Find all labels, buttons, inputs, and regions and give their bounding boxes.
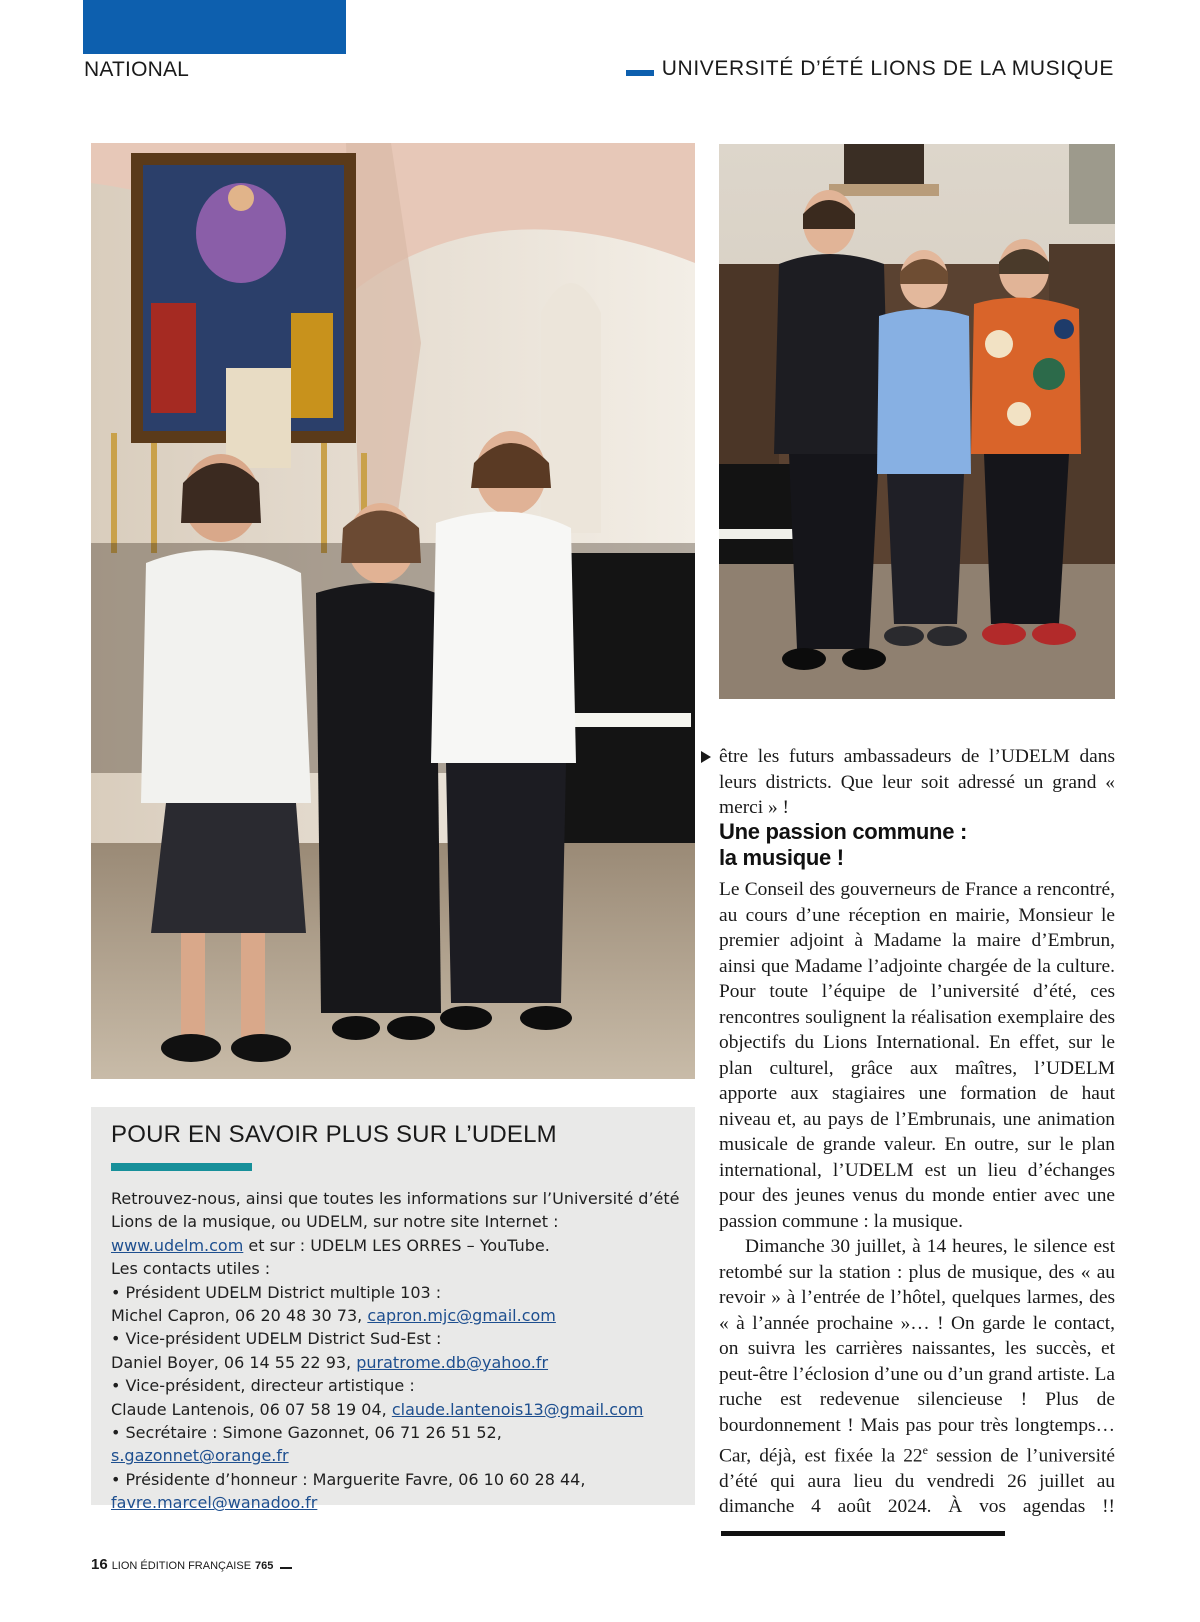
article-continuation (719, 744, 1115, 821)
contacts-label: Les contacts utiles : (111, 1259, 271, 1279)
email-link[interactable]: favre.marcel@wanadoo.fr (111, 1493, 318, 1513)
contact-vice-president-sud-est (111, 1327, 681, 1374)
page-number: 16 (91, 1556, 108, 1573)
contact-artistic-director (111, 1374, 681, 1421)
contact-name: • Secrétaire : Simone Gazonnet, 06 71 26 51 52, (111, 1423, 502, 1443)
info-box-rule (111, 1163, 252, 1171)
contact-name: • Présidente d’honneur : Marguerite Favre, 06 10 60 28 44, (111, 1469, 586, 1489)
email-link[interactable]: capron.mjc@gmail.com (367, 1306, 556, 1326)
info-box-intro (111, 1187, 681, 1257)
contact-role: • Vice-président UDELM District Sud-Est : (111, 1329, 442, 1349)
subheading-line: la musique ! (719, 845, 844, 870)
intro-text: Retrouvez-nous, ainsi que toutes les informations sur l’Université d’été Lions de la musique, ou UDELM, sur notre site Internet : (111, 1189, 680, 1232)
continuation-text: être les futurs ambassadeurs de l’UDELM dans leurs districts. Que leur soit adressé un grand « merci » ! (719, 746, 1115, 819)
article-subheading (719, 819, 1115, 871)
page-footer (91, 1556, 292, 1573)
contact-secretary (111, 1421, 681, 1468)
info-box-title: POUR EN SAVOIR PLUS SUR L’UDELM (111, 1121, 557, 1148)
info-box-body (111, 1187, 681, 1515)
website-link[interactable]: www.udelm.com (111, 1235, 244, 1255)
contact-role: • Vice-président, directeur artistique : (111, 1376, 415, 1396)
contact-name: Claude Lantenois, 06 07 58 19 04, (111, 1399, 392, 1419)
continuation-arrow-icon (701, 751, 711, 763)
issue-number: 765 (255, 1560, 274, 1572)
article-paragraph: Le Conseil des gouverneurs de France a rencontré, au cours d’une réception en mairie, Monsieur le premier adjoint à Madame la maire d’Embrun, ainsi que Madame l’adjointe chargée de la culture. Pour toute l’équipe de l’université d’été, ces rencontres soulignent la réalisation exemplaire des objectifs du Lions International. En effet, sur le plan culturel, grâce aux maîtres, l’UDELM apporte aux stagiaires une formation de haut niveau et, au pays de l’Embrunais, une animation musicale de grande valeur. En outre, sur le plan international, l’UDELM est un lieu d’échanges pour des jeunes venus du monde entier avec une passion commune : la musique. (719, 879, 1115, 1232)
email-link[interactable]: s.gazonnet@orange.fr (111, 1446, 289, 1466)
series-dash (626, 70, 654, 76)
email-link[interactable]: claude.lantenois13@gmail.com (391, 1399, 644, 1419)
header-color-bar (83, 0, 346, 54)
contact-name: Michel Capron, 06 20 48 30 73, (111, 1306, 368, 1326)
site-after-text: et sur : UDELM LES ORRES – YouTube. (243, 1235, 550, 1255)
photo-musicians-standing (719, 144, 1115, 699)
series-title-text: UNIVERSITÉ D’ÉTÉ LIONS DE LA MUSIQUE (661, 57, 1114, 80)
magazine-name: LION ÉDITION FRANÇAISE (111, 1560, 252, 1572)
series-title (626, 57, 1114, 81)
footer-dash (280, 1567, 292, 1569)
subheading-line: Une passion commune : (719, 819, 967, 844)
section-label: NATIONAL (84, 58, 190, 81)
paragraph-text: Dimanche 30 juillet, à 14 heures, le silence est retombé sur la station : plus de musique, des « au revoir » à l’entrée de l’hôtel, quelques larmes, des « à l’année prochaine »… ! On garde le contact, on suivra les carrières naissantes, les succès, et peut-être l’éclosion d’une ou d’un grand artiste. La ruche est redevenue silencieuse ! Plus de bourdonnement ! Mais pas pour très longtemps… Car, déjà, est fixée la 22 (719, 1236, 1115, 1467)
photo-musicians-chapel (91, 143, 695, 1079)
contact-role: • Président UDELM District multiple 103 : (111, 1282, 442, 1302)
end-of-article-rule (721, 1531, 1005, 1536)
info-box-udelm (91, 1107, 695, 1513)
paragraph-text: session de l’université d’été qui aura lieu du vendredi 26 juillet au dimanche 4 août 2024. À vos agendas !! (719, 1445, 1115, 1518)
contact-president (111, 1281, 681, 1328)
article-body (719, 877, 1115, 1545)
contact-name: Daniel Boyer, 06 14 55 22 93, (111, 1352, 357, 1372)
article-paragraph (719, 1234, 1115, 1545)
ordinal-suffix: e (922, 1443, 928, 1457)
contact-honorary-president (111, 1468, 681, 1515)
email-link[interactable]: puratrome.db@yahoo.fr (356, 1352, 549, 1372)
